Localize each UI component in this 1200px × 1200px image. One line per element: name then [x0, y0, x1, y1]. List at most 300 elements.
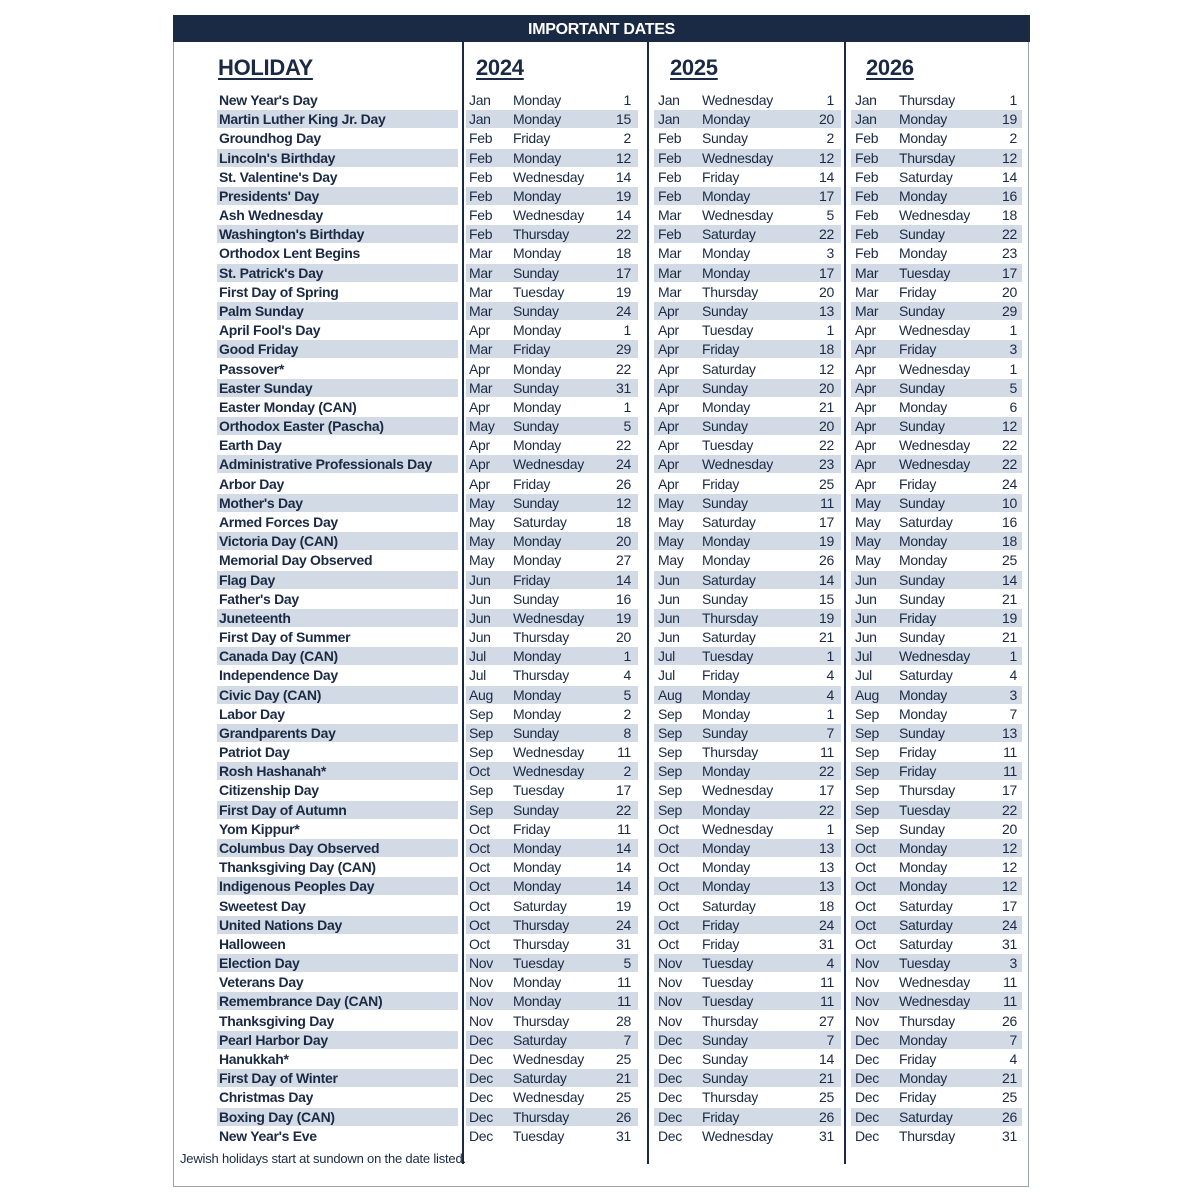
weekday: Sunday: [702, 418, 748, 435]
date-cell-2026: [851, 551, 1022, 569]
weekday: Monday: [702, 111, 751, 128]
weekday: Thursday: [899, 149, 955, 166]
weekday: Monday: [513, 878, 562, 895]
month: Nov: [658, 974, 682, 991]
holiday-name: Earth Day: [219, 437, 282, 454]
day-number: 13: [819, 878, 834, 895]
holiday-name: Administrative Professionals Day: [217, 455, 458, 473]
table-row: [0, 781, 1200, 800]
month: Jun: [469, 609, 491, 626]
weekday: Friday: [702, 916, 740, 933]
day-number: 14: [616, 859, 631, 876]
day-number: 26: [616, 475, 631, 492]
day-number: 21: [616, 1070, 631, 1087]
date-cell-2026: [851, 206, 1022, 224]
date-cell-2024: [466, 1069, 638, 1087]
weekday: Monday: [899, 686, 948, 703]
weekday: Sunday: [899, 418, 945, 435]
weekday: Friday: [899, 1089, 937, 1106]
month: May: [855, 513, 881, 530]
weekday: Sunday: [513, 302, 559, 319]
day-number: 14: [616, 207, 631, 224]
day-number: 17: [819, 782, 834, 799]
weekday: Sunday: [702, 724, 748, 741]
weekday: Thursday: [702, 283, 758, 300]
weekday: Saturday: [702, 360, 756, 377]
month: Dec: [658, 1127, 682, 1144]
date-cell-2024: [466, 973, 638, 991]
month: Sep: [855, 724, 880, 741]
month: Sep: [469, 782, 494, 799]
date-cell-2026: [851, 398, 1022, 416]
month: Apr: [658, 341, 679, 358]
date-cell-2026: [851, 647, 1022, 665]
month: Jun: [658, 609, 680, 626]
day-number: 11: [820, 744, 834, 761]
weekday: Wednesday: [899, 993, 970, 1010]
day-number: 11: [617, 993, 631, 1010]
weekday: Tuesday: [513, 1127, 565, 1144]
date-cell-2025: [654, 877, 841, 895]
day-number: 22: [819, 763, 834, 780]
day-number: 7: [826, 1031, 834, 1048]
weekday: Tuesday: [513, 782, 565, 799]
weekday: Sunday: [899, 820, 945, 837]
weekday: Thursday: [513, 1012, 569, 1029]
month: Mar: [658, 283, 682, 300]
weekday: Tuesday: [702, 648, 754, 665]
day-number: 1: [826, 92, 834, 108]
month: Apr: [658, 418, 679, 435]
month: Apr: [855, 341, 876, 358]
weekday: Friday: [899, 744, 937, 761]
date-cell-2024: [466, 762, 638, 780]
day-number: 13: [1002, 724, 1017, 741]
month: Feb: [658, 130, 682, 147]
holiday-name: Ash Wednesday: [219, 207, 323, 224]
date-cell-2026: [851, 417, 1022, 435]
day-number: 11: [1003, 744, 1017, 761]
day-number: 21: [1002, 1070, 1017, 1087]
weekday: Monday: [513, 149, 562, 166]
month: Jan: [855, 111, 877, 128]
day-number: 1: [826, 705, 834, 722]
day-number: 17: [616, 264, 631, 281]
day-number: 5: [826, 207, 834, 224]
date-cell-2024: [466, 187, 638, 205]
month: May: [658, 552, 684, 569]
weekday: Monday: [899, 245, 948, 262]
date-cell-2026: [851, 302, 1022, 320]
day-number: 22: [1002, 801, 1017, 818]
month: Mar: [469, 379, 493, 396]
day-number: 3: [1009, 955, 1017, 972]
table-row: [0, 820, 1200, 839]
month: Apr: [855, 360, 876, 377]
day-number: 22: [1002, 226, 1017, 243]
weekday: Wednesday: [702, 149, 773, 166]
date-cell-2026: [851, 110, 1022, 128]
weekday: Thursday: [513, 935, 569, 952]
weekday: Monday: [899, 111, 948, 128]
date-cell-2025: [654, 992, 841, 1010]
month: Oct: [469, 763, 490, 780]
holiday-name: Lincoln's Birthday: [217, 149, 458, 167]
weekday: Friday: [702, 168, 740, 185]
holiday-name: Patriot Day: [219, 744, 290, 761]
month: Feb: [855, 245, 879, 262]
weekday: Wednesday: [899, 437, 970, 454]
month: Feb: [658, 226, 682, 243]
day-number: 1: [826, 322, 834, 339]
weekday: Wednesday: [899, 360, 970, 377]
day-number: 6: [1009, 398, 1017, 415]
weekday: Wednesday: [513, 1089, 584, 1106]
weekday: Monday: [513, 648, 562, 665]
month: May: [658, 494, 684, 511]
title-banner: IMPORTANT DATES: [173, 15, 1030, 42]
date-cell-2024: [466, 436, 638, 454]
date-cell-2025: [654, 609, 841, 627]
date-cell-2024: [466, 321, 638, 339]
weekday: Sunday: [513, 801, 559, 818]
holiday-name: Christmas Day: [219, 1089, 314, 1106]
weekday: Friday: [899, 341, 937, 358]
weekday: Tuesday: [702, 955, 754, 972]
month: Aug: [855, 686, 880, 703]
weekday: Sunday: [702, 302, 748, 319]
month: Sep: [469, 744, 494, 761]
date-cell-2024: [466, 513, 638, 531]
day-number: 2: [826, 130, 834, 147]
month: Oct: [469, 897, 490, 914]
table-row: [0, 340, 1200, 359]
weekday: Sunday: [513, 724, 559, 741]
month: Oct: [855, 859, 876, 876]
date-cell-2025: [654, 724, 841, 742]
date-cell-2025: [654, 820, 841, 838]
holiday-name: First Day of Summer: [219, 629, 351, 646]
day-number: 1: [1009, 92, 1017, 108]
day-number: 26: [616, 1108, 631, 1125]
date-cell-2026: [851, 1031, 1022, 1049]
weekday: Saturday: [702, 897, 756, 914]
table-row: [0, 244, 1200, 263]
footnote: Jewish holidays start at sundown on the date listed.: [180, 1151, 466, 1166]
table-row: [0, 302, 1200, 321]
weekday: Monday: [702, 187, 751, 204]
weekday: Friday: [899, 283, 937, 300]
day-number: 17: [1002, 897, 1017, 914]
date-cell-2025: [654, 801, 841, 819]
weekday: Thursday: [702, 609, 758, 626]
date-cell-2026: [851, 781, 1022, 799]
date-cell-2026: [851, 168, 1022, 186]
weekday: Friday: [702, 341, 740, 358]
month: Nov: [658, 1012, 682, 1029]
month: Mar: [855, 302, 879, 319]
date-cell-2025: [654, 187, 841, 205]
date-cell-2026: [851, 513, 1022, 531]
month: Feb: [855, 226, 879, 243]
month: Mar: [855, 264, 879, 281]
day-number: 10: [1002, 494, 1017, 511]
day-number: 16: [1002, 187, 1017, 204]
date-cell-2025: [654, 398, 841, 416]
date-cell-2024: [466, 705, 638, 723]
table-row: [0, 1031, 1200, 1050]
date-cell-2026: [851, 801, 1022, 819]
day-number: 12: [1002, 418, 1017, 435]
month: Oct: [469, 859, 490, 876]
weekday: Tuesday: [899, 801, 951, 818]
holiday-name: Juneteenth: [217, 609, 458, 627]
day-number: 5: [623, 686, 631, 703]
weekday: Monday: [513, 111, 562, 128]
weekday: Tuesday: [702, 437, 754, 454]
holiday-name: St. Patrick's Day: [217, 264, 458, 282]
weekday: Monday: [899, 130, 948, 147]
date-cell-2024: [466, 647, 638, 665]
day-number: 20: [616, 533, 631, 550]
table-row: [0, 149, 1200, 168]
month: Dec: [855, 1089, 879, 1106]
date-cell-2026: [851, 436, 1022, 454]
date-cell-2026: [851, 1069, 1022, 1087]
weekday: Saturday: [513, 897, 567, 914]
month: Jul: [658, 648, 675, 665]
month: Jun: [855, 609, 877, 626]
table-row: [0, 264, 1200, 283]
weekday: Monday: [702, 801, 751, 818]
date-cell-2025: [654, 916, 841, 934]
date-cell-2025: [654, 513, 841, 531]
table-row: [0, 935, 1200, 954]
month: May: [855, 533, 881, 550]
month: Sep: [469, 801, 494, 818]
weekday: Sunday: [702, 1031, 748, 1048]
day-number: 17: [616, 782, 631, 799]
month: Apr: [658, 456, 679, 473]
day-number: 14: [819, 168, 834, 185]
day-number: 13: [819, 840, 834, 857]
holiday-name: Pearl Harbor Day: [217, 1031, 458, 1049]
weekday: Sunday: [899, 590, 945, 607]
table-row: [0, 647, 1200, 666]
date-cell-2025: [654, 571, 841, 589]
weekday: Wednesday: [513, 168, 584, 185]
table-row: [0, 321, 1200, 340]
weekday: Monday: [513, 398, 562, 415]
day-number: 18: [616, 513, 631, 530]
month: Apr: [855, 475, 876, 492]
day-number: 2: [1009, 130, 1017, 147]
date-cell-2024: [466, 360, 638, 378]
month: Nov: [469, 974, 493, 991]
table-row: [0, 858, 1200, 877]
month: Sep: [855, 763, 880, 780]
weekday: Saturday: [702, 571, 756, 588]
day-number: 5: [1009, 379, 1017, 396]
month: Oct: [855, 840, 876, 857]
day-number: 2: [623, 763, 631, 780]
date-cell-2024: [466, 206, 638, 224]
holiday-name: Armed Forces Day: [219, 513, 338, 530]
day-number: 15: [616, 111, 631, 128]
weekday: Thursday: [513, 226, 569, 243]
date-cell-2024: [466, 954, 638, 972]
table-row: [0, 992, 1200, 1011]
day-number: 1: [826, 648, 834, 665]
month: Apr: [469, 360, 490, 377]
date-cell-2026: [851, 91, 1022, 109]
day-number: 27: [616, 552, 631, 569]
date-cell-2026: [851, 992, 1022, 1010]
month: Sep: [855, 801, 880, 818]
date-cell-2024: [466, 877, 638, 895]
month: Dec: [855, 1031, 879, 1048]
table-row: [0, 417, 1200, 436]
date-cell-2025: [654, 762, 841, 780]
day-number: 16: [1002, 513, 1017, 530]
date-cell-2026: [851, 954, 1022, 972]
weekday: Monday: [513, 437, 562, 454]
weekday: Monday: [702, 245, 751, 262]
date-cell-2026: [851, 590, 1022, 608]
month: Jun: [855, 629, 877, 646]
weekday: Monday: [702, 552, 751, 569]
date-cell-2025: [654, 1050, 841, 1068]
weekday: Sunday: [513, 590, 559, 607]
weekday: Wednesday: [899, 456, 970, 473]
holiday-name: Presidents' Day: [217, 187, 458, 205]
weekday: Saturday: [513, 1070, 567, 1087]
holiday-name: Orthodox Lent Begins: [219, 245, 361, 262]
date-cell-2025: [654, 379, 841, 397]
month: Apr: [855, 418, 876, 435]
month: Dec: [469, 1108, 493, 1125]
day-number: 12: [616, 494, 631, 511]
month: Nov: [855, 974, 879, 991]
month: Nov: [855, 1012, 879, 1029]
day-number: 12: [819, 360, 834, 377]
month: May: [469, 494, 495, 511]
date-cell-2024: [466, 475, 638, 493]
weekday: Friday: [702, 935, 740, 952]
month: Mar: [855, 283, 879, 300]
date-cell-2025: [654, 91, 841, 109]
weekday: Monday: [702, 705, 751, 722]
date-cell-2024: [466, 609, 638, 627]
date-cell-2026: [851, 820, 1022, 838]
day-number: 1: [623, 92, 631, 108]
month: Dec: [658, 1108, 682, 1125]
weekday: Thursday: [513, 1108, 569, 1125]
day-number: 19: [819, 609, 834, 626]
weekday: Monday: [899, 187, 948, 204]
month: Feb: [469, 130, 493, 147]
date-cell-2026: [851, 244, 1022, 262]
month: Feb: [658, 187, 682, 204]
day-number: 24: [819, 916, 834, 933]
weekday: Tuesday: [899, 264, 951, 281]
weekday: Sunday: [513, 264, 559, 281]
date-cell-2025: [654, 1108, 841, 1126]
day-number: 18: [1002, 533, 1017, 550]
date-cell-2026: [851, 686, 1022, 704]
day-number: 29: [1002, 302, 1017, 319]
month: May: [469, 418, 495, 435]
date-cell-2024: [466, 839, 638, 857]
day-number: 22: [819, 801, 834, 818]
weekday: Thursday: [702, 1089, 758, 1106]
date-cell-2024: [466, 1050, 638, 1068]
date-cell-2025: [654, 1127, 841, 1145]
table-row: [0, 1088, 1200, 1107]
holiday-name: Groundhog Day: [219, 130, 321, 147]
weekday: Sunday: [899, 494, 945, 511]
weekday: Sunday: [899, 724, 945, 741]
month: Dec: [658, 1031, 682, 1048]
month: Jan: [469, 111, 491, 128]
weekday: Thursday: [702, 1012, 758, 1029]
day-number: 1: [1009, 322, 1017, 339]
month: Dec: [469, 1070, 493, 1087]
day-number: 29: [616, 341, 631, 358]
date-cell-2026: [851, 379, 1022, 397]
holiday-name: Labor Day: [219, 705, 285, 722]
weekday: Sunday: [899, 226, 945, 243]
date-cell-2026: [851, 1012, 1022, 1030]
day-number: 31: [1002, 935, 1017, 952]
holiday-name: New Year's Day: [219, 92, 318, 108]
weekday: Monday: [702, 686, 751, 703]
date-cell-2025: [654, 360, 841, 378]
day-number: 20: [819, 283, 834, 300]
date-cell-2026: [851, 532, 1022, 550]
weekday: Monday: [513, 187, 562, 204]
day-number: 12: [819, 149, 834, 166]
weekday: Wednesday: [513, 456, 584, 473]
month: Oct: [658, 916, 679, 933]
month: Mar: [469, 341, 493, 358]
weekday: Wednesday: [899, 322, 970, 339]
day-number: 21: [819, 1070, 834, 1087]
weekday: Thursday: [513, 916, 569, 933]
date-cell-2025: [654, 340, 841, 358]
month: Jul: [855, 667, 872, 684]
day-number: 26: [1002, 1108, 1017, 1125]
weekday: Thursday: [513, 629, 569, 646]
day-number: 31: [616, 935, 631, 952]
table-row: [0, 225, 1200, 244]
day-number: 22: [819, 226, 834, 243]
day-number: 11: [1003, 993, 1017, 1010]
day-number: 24: [616, 456, 631, 473]
day-number: 14: [616, 168, 631, 185]
month: Sep: [469, 705, 494, 722]
day-number: 22: [1002, 437, 1017, 454]
table-row: [0, 206, 1200, 225]
day-number: 2: [623, 705, 631, 722]
date-cell-2024: [466, 916, 638, 934]
holiday-name: Independence Day: [219, 667, 338, 684]
table-row: [0, 724, 1200, 743]
month: Mar: [469, 302, 493, 319]
weekday: Tuesday: [702, 993, 754, 1010]
month: Mar: [469, 283, 493, 300]
month: Sep: [658, 744, 683, 761]
